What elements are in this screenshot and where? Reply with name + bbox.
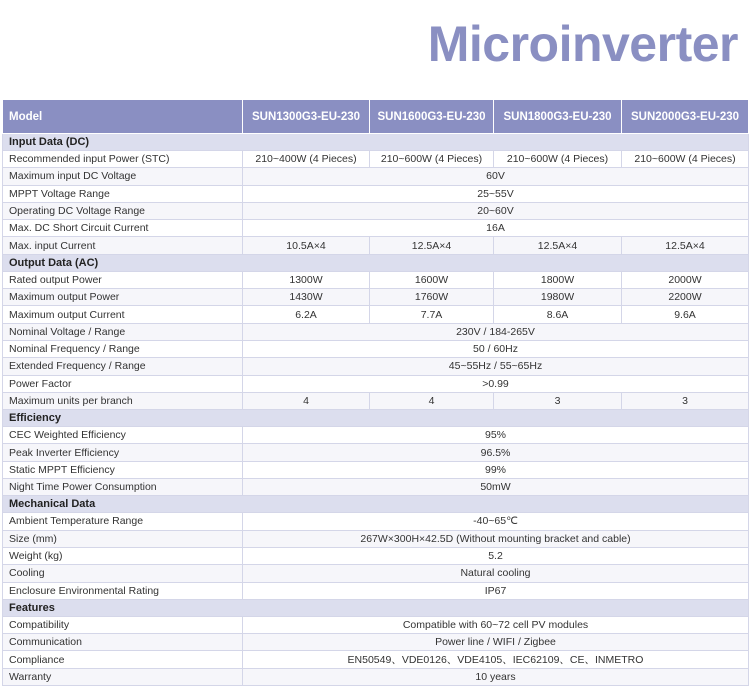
row-label: CEC Weighted Efficiency bbox=[3, 427, 243, 444]
table-row bbox=[3, 479, 749, 496]
cell-value: 210~400W (4 Pieces) bbox=[243, 151, 370, 168]
table-row bbox=[3, 168, 749, 185]
cell-value: 1430W bbox=[243, 289, 370, 306]
section-header bbox=[3, 410, 749, 427]
table-row bbox=[3, 392, 749, 409]
table-row bbox=[3, 547, 749, 564]
row-label: Max. input Current bbox=[3, 237, 243, 254]
row-label: Nominal Voltage / Range bbox=[3, 323, 243, 340]
table-row bbox=[3, 616, 749, 633]
cell-value: 1980W bbox=[494, 289, 622, 306]
cell-value: 45~55Hz / 55~65Hz bbox=[243, 358, 749, 375]
cell-value: 12.5A×4 bbox=[622, 237, 749, 254]
row-label: Maximum output Current bbox=[3, 306, 243, 323]
table-row bbox=[3, 289, 749, 306]
cell-value: 25~55V bbox=[243, 185, 749, 202]
table-row bbox=[3, 185, 749, 202]
spec-table bbox=[2, 99, 749, 686]
model-column-header: SUN1800G3-EU-230 bbox=[494, 100, 622, 134]
row-label: Warranty bbox=[3, 668, 243, 685]
cell-value: 2200W bbox=[622, 289, 749, 306]
row-label: Night Time Power Consumption bbox=[3, 479, 243, 496]
row-label: MPPT Voltage Range bbox=[3, 185, 243, 202]
row-label: Size (mm) bbox=[3, 530, 243, 547]
cell-value: 1760W bbox=[370, 289, 494, 306]
table-row bbox=[3, 202, 749, 219]
row-label: Maximum input DC Voltage bbox=[3, 168, 243, 185]
cell-value: -40~65℃ bbox=[243, 513, 749, 530]
table-row bbox=[3, 220, 749, 237]
row-label: Compliance bbox=[3, 651, 243, 668]
table-row bbox=[3, 461, 749, 478]
cell-value: 4 bbox=[243, 392, 370, 409]
cell-value: 8.6A bbox=[494, 306, 622, 323]
table-row bbox=[3, 340, 749, 357]
row-label: Weight (kg) bbox=[3, 547, 243, 564]
model-header: Model bbox=[3, 100, 243, 134]
row-label: Peak Inverter Efficiency bbox=[3, 444, 243, 461]
model-column-header: SUN1600G3-EU-230 bbox=[370, 100, 494, 134]
section-header bbox=[3, 254, 749, 271]
cell-value: 1800W bbox=[494, 271, 622, 288]
cell-value: 267W×300H×42.5D (Without mounting bracket and cable) bbox=[243, 530, 749, 547]
row-label: Cooling bbox=[3, 565, 243, 582]
cell-value: 99% bbox=[243, 461, 749, 478]
cell-value: 3 bbox=[494, 392, 622, 409]
row-label: Nominal Frequency / Range bbox=[3, 340, 243, 357]
row-label: Max. DC Short Circuit Current bbox=[3, 220, 243, 237]
cell-value: 1600W bbox=[370, 271, 494, 288]
section-title: Features bbox=[3, 599, 749, 616]
cell-value: Power line / WIFI / Zigbee bbox=[243, 634, 749, 651]
row-label: Compatibility bbox=[3, 616, 243, 633]
table-row bbox=[3, 444, 749, 461]
cell-value: IP67 bbox=[243, 582, 749, 599]
cell-value: 20~60V bbox=[243, 202, 749, 219]
table-row bbox=[3, 530, 749, 547]
row-label: Maximum units per branch bbox=[3, 392, 243, 409]
table-row bbox=[3, 513, 749, 530]
row-label: Rated output Power bbox=[3, 271, 243, 288]
cell-value: 4 bbox=[370, 392, 494, 409]
cell-value: 12.5A×4 bbox=[370, 237, 494, 254]
section-title: Mechanical Data bbox=[3, 496, 749, 513]
table-row bbox=[3, 306, 749, 323]
cell-value: 50mW bbox=[243, 479, 749, 496]
table-header-row bbox=[3, 100, 749, 134]
table-row bbox=[3, 358, 749, 375]
cell-value: >0.99 bbox=[243, 375, 749, 392]
cell-value: 12.5A×4 bbox=[494, 237, 622, 254]
cell-value: 10 years bbox=[243, 668, 749, 685]
cell-value: EN50549、VDE0126、VDE4105、IEC62109、CE、INMETRO bbox=[243, 651, 749, 668]
cell-value: 5.2 bbox=[243, 547, 749, 564]
cell-value: 9.6A bbox=[622, 306, 749, 323]
cell-value: 10.5A×4 bbox=[243, 237, 370, 254]
table-row bbox=[3, 427, 749, 444]
section-header bbox=[3, 134, 749, 151]
cell-value: 210~600W (4 Pieces) bbox=[622, 151, 749, 168]
row-label: Ambient Temperature Range bbox=[3, 513, 243, 530]
section-title: Input Data (DC) bbox=[3, 134, 749, 151]
table-row bbox=[3, 323, 749, 340]
section-title: Output Data (AC) bbox=[3, 254, 749, 271]
row-label: Extended Frequency / Range bbox=[3, 358, 243, 375]
cell-value: Compatible with 60~72 cell PV modules bbox=[243, 616, 749, 633]
model-column-header: SUN1300G3-EU-230 bbox=[243, 100, 370, 134]
cell-value: 60V bbox=[243, 168, 749, 185]
cell-value: 95% bbox=[243, 427, 749, 444]
section-title: Efficiency bbox=[3, 410, 749, 427]
page-title: Microinverter bbox=[427, 16, 738, 72]
cell-value: 6.2A bbox=[243, 306, 370, 323]
row-label: Maximum output Power bbox=[3, 289, 243, 306]
cell-value: 96.5% bbox=[243, 444, 749, 461]
table-row bbox=[3, 151, 749, 168]
table-row bbox=[3, 668, 749, 685]
table-row bbox=[3, 375, 749, 392]
model-column-header: SUN2000G3-EU-230 bbox=[622, 100, 749, 134]
cell-value: 210~600W (4 Pieces) bbox=[494, 151, 622, 168]
row-label: Recommended input Power (STC) bbox=[3, 151, 243, 168]
table-row bbox=[3, 565, 749, 582]
cell-value: Natural cooling bbox=[243, 565, 749, 582]
table-row bbox=[3, 237, 749, 254]
row-label: Power Factor bbox=[3, 375, 243, 392]
row-label: Communication bbox=[3, 634, 243, 651]
row-label: Operating DC Voltage Range bbox=[3, 202, 243, 219]
cell-value: 16A bbox=[243, 220, 749, 237]
section-header bbox=[3, 496, 749, 513]
cell-value: 210~600W (4 Pieces) bbox=[370, 151, 494, 168]
table-row bbox=[3, 634, 749, 651]
cell-value: 2000W bbox=[622, 271, 749, 288]
section-header bbox=[3, 599, 749, 616]
cell-value: 50 / 60Hz bbox=[243, 340, 749, 357]
table-row bbox=[3, 271, 749, 288]
table-row bbox=[3, 582, 749, 599]
cell-value: 1300W bbox=[243, 271, 370, 288]
row-label: Enclosure Environmental Rating bbox=[3, 582, 243, 599]
cell-value: 7.7A bbox=[370, 306, 494, 323]
cell-value: 230V / 184-265V bbox=[243, 323, 749, 340]
cell-value: 3 bbox=[622, 392, 749, 409]
table-row bbox=[3, 651, 749, 668]
row-label: Static MPPT Efficiency bbox=[3, 461, 243, 478]
